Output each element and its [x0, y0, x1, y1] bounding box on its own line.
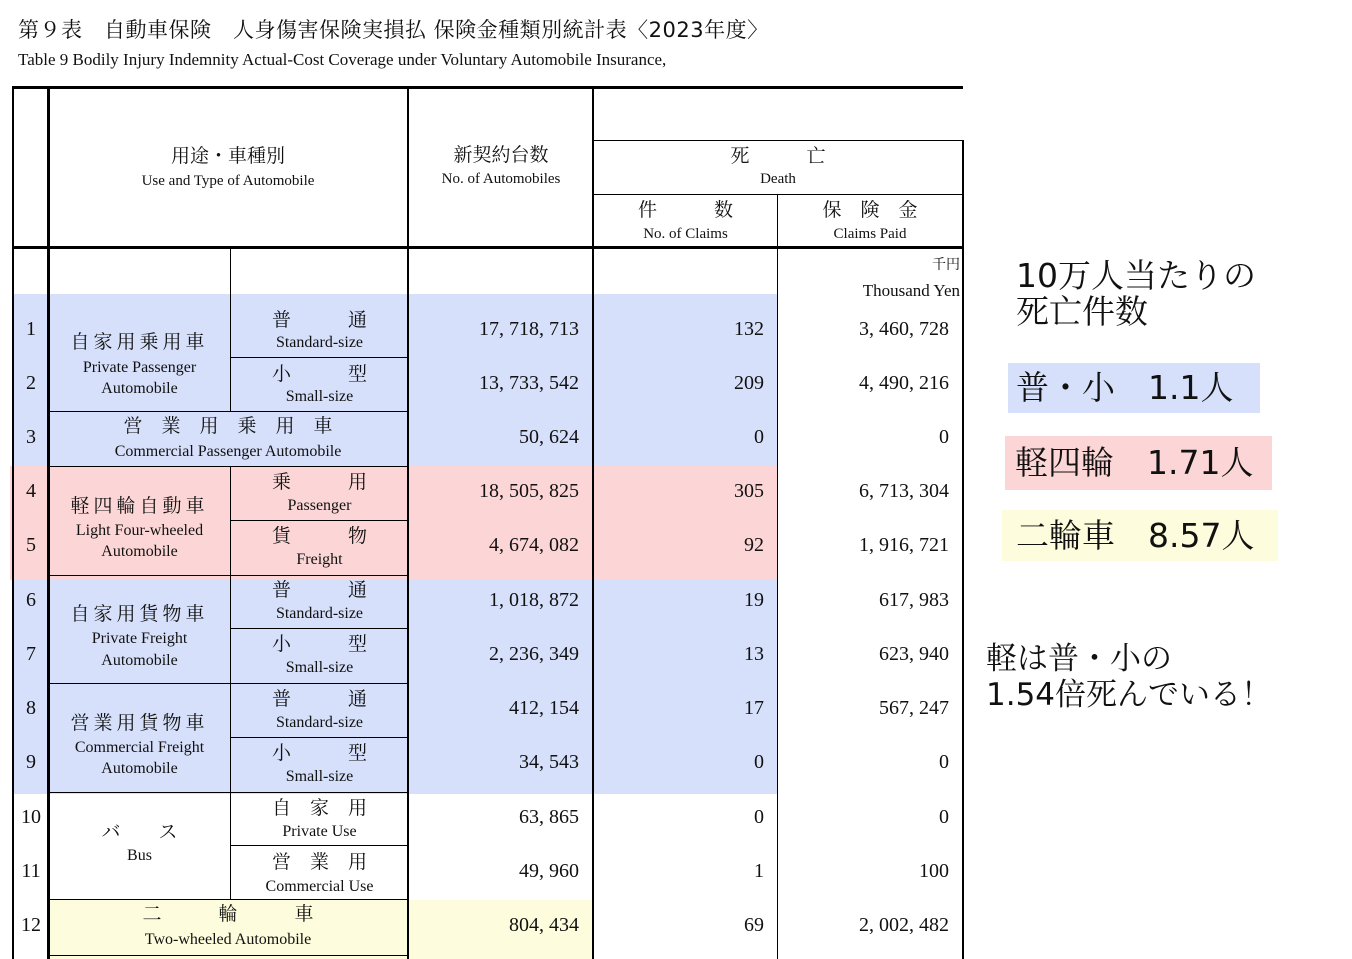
header-use-type-ja: 用途・車種別 — [170, 145, 285, 167]
subtype-passenger-ja: 乗 用 — [271, 471, 367, 493]
header-paid-ja: 保 険 金 — [822, 199, 918, 221]
row-number: 7 — [26, 643, 36, 665]
row-number: 8 — [26, 697, 36, 719]
claims-value: 19 — [744, 589, 764, 611]
subtype-small-en: Small-size — [285, 768, 354, 785]
subtype-small-ja: 小 型 — [271, 363, 367, 385]
group-two-wheeled-en: Two-wheeled Automobile — [144, 931, 312, 948]
claims-value: 1 — [754, 860, 764, 882]
subtype-standard-ja: 普 通 — [271, 309, 367, 331]
row-number: 6 — [26, 589, 36, 611]
automobiles-value: 49, 960 — [519, 860, 579, 882]
header-use-type-en: Use and Type of Automobile — [141, 173, 315, 189]
claims-value: 0 — [754, 806, 764, 828]
header-claims-en: No. of Claims — [643, 226, 728, 242]
group-commercial-freight-en1: Commercial Freight — [74, 739, 205, 756]
header-death-en: Death — [760, 171, 796, 187]
subtype-commercial-use-ja: 営 業 用 — [271, 851, 367, 873]
subtype-small-en: Small-size — [285, 388, 354, 405]
group-private-passenger-en2: Automobile — [101, 380, 178, 397]
group-commercial-freight-en2: Automobile — [101, 760, 178, 777]
subtype-small-en: Small-size — [285, 659, 354, 676]
group-private-freight-ja: 自家用貨物車 — [70, 603, 209, 625]
subtype-passenger-en: Passenger — [287, 497, 352, 514]
paid-value: 3, 460, 728 — [859, 318, 949, 340]
group-light-four-en1: Light Four-wheeled — [75, 522, 204, 539]
header-new-contracts-ja: 新契約台数 — [453, 144, 549, 166]
subtype-standard-ja: 普 通 — [271, 688, 367, 710]
claims-value: 13 — [744, 643, 764, 665]
automobiles-value: 13, 733, 542 — [479, 372, 579, 394]
claims-value: 0 — [754, 751, 764, 773]
automobiles-value: 18, 505, 825 — [479, 480, 579, 502]
claims-value: 69 — [744, 914, 764, 936]
row-number: 1 — [26, 318, 36, 340]
automobiles-value: 2, 236, 349 — [489, 643, 579, 665]
group-commercial-passenger-en: Commercial Passenger Automobile — [114, 443, 342, 460]
subtype-standard-ja: 普 通 — [271, 579, 367, 601]
group-private-freight-en2: Automobile — [101, 652, 178, 669]
paid-value: 2, 002, 482 — [859, 914, 949, 936]
annotation-heading — [1016, 258, 1256, 331]
group-commercial-passenger-ja: 営 業 用 乗 用 車 — [123, 415, 333, 437]
subtype-standard-en: Standard-size — [275, 334, 364, 351]
header-death-ja: 死 亡 — [730, 145, 826, 167]
group-private-passenger-en1: Private Passenger — [82, 359, 197, 376]
automobiles-value: 63, 865 — [519, 806, 579, 828]
paid-value: 6, 713, 304 — [859, 480, 949, 502]
paid-value: 4, 490, 216 — [859, 372, 949, 394]
subtype-commercial-use-en: Commercial Use — [265, 878, 374, 895]
paid-value: 567, 247 — [879, 697, 949, 719]
subtype-freight-en: Freight — [296, 551, 343, 568]
annotation-note-line2: 1.54倍死んでいる！ — [986, 676, 1273, 713]
group-private-passenger-ja: 自家用乗用車 — [70, 331, 209, 353]
group-bus-en: Bus — [127, 847, 152, 864]
subtype-small-ja: 小 型 — [271, 742, 367, 764]
row-number: 9 — [26, 751, 36, 773]
row-number: 11 — [21, 860, 41, 882]
claims-value: 0 — [754, 426, 764, 448]
subtype-small-ja: 小 型 — [271, 633, 367, 655]
group-commercial-freight-ja: 営業用貨物車 — [70, 712, 209, 734]
unit-en: Thousand Yen — [862, 281, 960, 300]
paid-value: 0 — [939, 751, 949, 773]
subtype-standard-en: Standard-size — [275, 605, 364, 622]
row-number: 3 — [26, 426, 36, 448]
group-two-wheeled-ja: 二 輪 車 — [142, 903, 314, 925]
claims-value: 17 — [744, 697, 764, 719]
subtype-freight-ja: 貨 物 — [271, 525, 367, 547]
unit-ja: 千円 — [932, 257, 960, 273]
annotation-box-two-wheeled: 二輪車 8.57人 — [1002, 510, 1278, 561]
paid-value: 0 — [939, 806, 949, 828]
claims-value: 305 — [734, 480, 764, 502]
table-title-en: Table 9 Bodily Injury Indemnity Actual-Cost Coverage under Voluntary Automobile Insurance, — [18, 50, 667, 69]
row-number: 4 — [26, 480, 36, 502]
group-light-four-en2: Automobile — [101, 543, 178, 560]
automobiles-value: 804, 434 — [509, 914, 579, 936]
header-new-contracts-en: No. of Automobiles — [441, 171, 561, 187]
paid-value: 623, 940 — [879, 643, 949, 665]
annotation-box-light-four: 軽四輪 1.71人 — [1005, 436, 1272, 490]
group-bus-ja: バ ス — [101, 821, 178, 843]
automobiles-value: 34, 543 — [519, 751, 579, 773]
automobiles-value: 50, 624 — [519, 426, 579, 448]
table-title-ja: 第９表 自動車保険 人身傷害保険実損払 保険金種類別統計表〈2023年度〉 — [18, 18, 769, 42]
paid-value: 0 — [939, 426, 949, 448]
claims-value: 132 — [734, 318, 764, 340]
paid-value: 617, 983 — [879, 589, 949, 611]
annotation-heading-line2: 死亡件数 — [1016, 292, 1148, 332]
automobiles-value: 1, 018, 872 — [489, 589, 579, 611]
subtype-standard-en: Standard-size — [275, 714, 364, 731]
group-private-freight-en1: Private Freight — [91, 630, 188, 647]
paid-value: 1, 916, 721 — [859, 534, 949, 556]
automobiles-value: 412, 154 — [509, 697, 579, 719]
row-number: 5 — [26, 534, 36, 556]
annotation-note — [986, 642, 1272, 713]
header-paid-en: Claims Paid — [833, 226, 907, 242]
annotation-note-line1: 軽は普・小の — [986, 641, 1172, 677]
automobiles-value: 17, 718, 713 — [479, 318, 579, 340]
paid-value: 100 — [919, 860, 949, 882]
row-number: 10 — [21, 806, 41, 828]
header-claims-ja: 件 数 — [637, 199, 733, 221]
group-light-four-ja: 軽四輪自動車 — [70, 495, 209, 517]
row-number: 12 — [21, 914, 41, 936]
annotation-heading-line1: 10万人当たりの — [1016, 256, 1256, 295]
subtype-private-use-en: Private Use — [282, 823, 357, 840]
claims-value: 92 — [744, 534, 764, 556]
automobiles-value: 4, 674, 082 — [489, 534, 579, 556]
row-number: 2 — [26, 372, 36, 394]
annotation-box-standard-small: 普・小 1.1人 — [1008, 363, 1260, 413]
subtype-private-use-ja: 自 家 用 — [271, 797, 367, 819]
claims-value: 209 — [734, 372, 764, 394]
